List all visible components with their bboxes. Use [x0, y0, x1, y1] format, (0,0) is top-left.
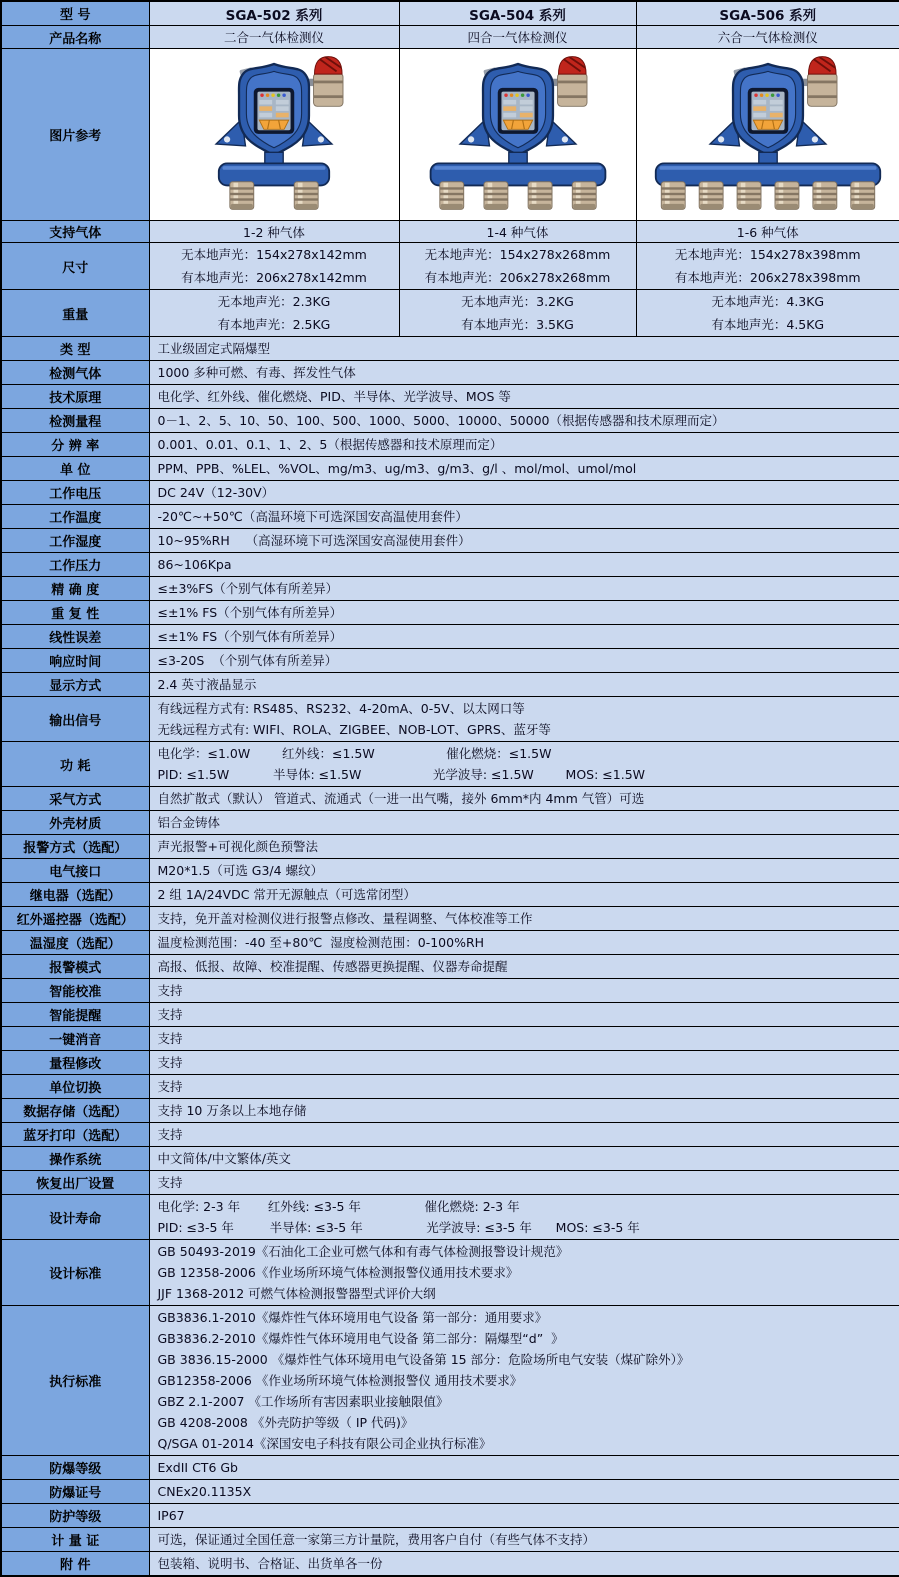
spec-value-cell [149, 1051, 899, 1075]
row-label: 工作压力 [1, 553, 149, 577]
dimensions-cell [399, 243, 636, 290]
table-row [1, 1099, 899, 1123]
spec-value-line: 支持 [150, 1172, 899, 1193]
weight-cell [636, 290, 899, 337]
spec-value-cell [149, 979, 899, 1003]
sensor-head-icon [572, 182, 596, 210]
supported-gas-count: 1-2 种气体 [149, 221, 399, 243]
table-row [1, 1003, 899, 1027]
row-label: 智能提醒 [1, 1003, 149, 1027]
spec-value-line: 86~106Kpa [150, 554, 899, 575]
table-row [1, 361, 899, 385]
row-label: 输出信号 [1, 697, 149, 742]
row-label: 采气方式 [1, 787, 149, 811]
spec-value-line: PID: ≤1.5W 半导体: ≤1.5W 光学波导: ≤1.5W MOS: ≤1.5W [150, 764, 899, 785]
spec-value-cell [149, 481, 899, 505]
row-product-name [1, 26, 899, 49]
dimension-value: 有本地声光：206x278x268mm [400, 266, 636, 289]
spec-value-cell [149, 505, 899, 529]
spec-value-line: 支持 [150, 1124, 899, 1145]
product-image-SGA-504 [403, 53, 633, 213]
row-label-weight: 重量 [1, 290, 149, 337]
spec-value-line: 电化学：≤1.0W 红外线：≤1.5W 催化燃烧：≤1.5W [150, 743, 899, 764]
row-label: 执行标准 [1, 1306, 149, 1456]
spec-value-line: 电化学、红外线、催化燃烧、PID、半导体、光学波导、MOS 等 [150, 386, 899, 407]
dimension-value: 无本地声光：154x278x398mm [637, 243, 899, 266]
row-label: 防护等级 [1, 1504, 149, 1528]
weight-value: 无本地声光：2.3KG [150, 290, 399, 313]
sensor-head-icon [528, 182, 552, 210]
spec-value-cell [149, 553, 899, 577]
spec-value-cell [149, 625, 899, 649]
row-label: 设计标准 [1, 1240, 149, 1306]
table-row [1, 1123, 899, 1147]
row-label: 显示方式 [1, 673, 149, 697]
spec-value-line: GBZ 2.1-2007 《工作场所有害因素职业接触限值》 [150, 1391, 899, 1412]
spec-value-line: GB3836.2-2010《爆炸性气体环境用电气设备 第二部分：隔爆型“d” 》 [150, 1328, 899, 1349]
spec-value-cell [149, 1528, 899, 1552]
table-row [1, 577, 899, 601]
spec-value-line: JJF 1368-2012 可燃气体检测报警器型式评价大纲 [150, 1283, 899, 1304]
table-row [1, 385, 899, 409]
spec-value-line: 1000 多种可燃、有毒、挥发性气体 [150, 362, 899, 383]
table-row [1, 697, 899, 742]
model-name: SGA-506 系列 [636, 1, 899, 26]
weight-cell [149, 290, 399, 337]
table-row [1, 625, 899, 649]
table-row [1, 433, 899, 457]
sensor-head-icon [661, 182, 685, 210]
spec-value-cell [149, 1480, 899, 1504]
table-row [1, 883, 899, 907]
spec-value-cell [149, 361, 899, 385]
spec-value-line: M20*1.5（可选 G3/4 螺纹） [150, 860, 899, 881]
row-label: 量程修改 [1, 1051, 149, 1075]
spec-value-line: GB 12358-2006《作业场所环境气体检测报警仪通用技术要求》 [150, 1262, 899, 1283]
spec-value-line: 支持 [150, 1076, 899, 1097]
row-label: 电气接口 [1, 859, 149, 883]
spec-value-line: 2.4 英寸液晶显示 [150, 674, 899, 695]
dimension-value: 无本地声光：154x278x268mm [400, 243, 636, 266]
spec-value-line: ≤±1% FS（个别气体有所差异） [150, 626, 899, 647]
sensor-head-icon [775, 182, 799, 210]
spec-value-cell [149, 1003, 899, 1027]
spec-value-cell [149, 907, 899, 931]
row-dimensions [1, 243, 899, 290]
table-row [1, 553, 899, 577]
model-name: SGA-502 系列 [149, 1, 399, 26]
table-row [1, 337, 899, 361]
lcd-screen-icon [748, 88, 788, 134]
spec-value-line: 0.001、0.01、0.1、1、2、5（根据传感器和技术原理而定） [150, 434, 899, 455]
row-label: 温湿度（选配） [1, 931, 149, 955]
row-label-dimensions: 尺寸 [1, 243, 149, 290]
spec-value-line: 2 组 1A/24VDC 常开无源触点（可选常闭型） [150, 884, 899, 905]
row-label-model: 型 号 [1, 1, 149, 26]
spec-value-cell [149, 649, 899, 673]
supported-gas-count: 1-4 种气体 [399, 221, 636, 243]
spec-value-line: CNEx20.1135X [150, 1481, 899, 1502]
spec-value-cell [149, 1504, 899, 1528]
row-label: 检测气体 [1, 361, 149, 385]
product-image-cell [399, 49, 636, 221]
spec-value-line: PPM、PPB、%LEL、%VOL、mg/m3、ug/m3、g/m3、g/l 、mol/mol、umol/mol [150, 458, 899, 479]
spec-value-cell [149, 385, 899, 409]
table-row [1, 1504, 899, 1528]
table-row [1, 931, 899, 955]
spec-value-line: 支持 [150, 1004, 899, 1025]
spec-value-cell [149, 1123, 899, 1147]
model-name: SGA-504 系列 [399, 1, 636, 26]
table-row [1, 742, 899, 787]
spec-value-cell [149, 1027, 899, 1051]
table-row [1, 787, 899, 811]
product-name: 四合一气体检测仪 [399, 26, 636, 49]
spec-value-line: 支持 [150, 980, 899, 1001]
row-label: 恢复出厂设置 [1, 1171, 149, 1195]
row-label: 蓝牙打印（选配） [1, 1123, 149, 1147]
spec-value-cell [149, 577, 899, 601]
table-row [1, 1171, 899, 1195]
weight-value: 无本地声光：3.2KG [400, 290, 636, 313]
sensor-head-icon [737, 182, 761, 210]
table-row [1, 409, 899, 433]
table-row [1, 1456, 899, 1480]
spec-value-cell [149, 955, 899, 979]
row-label: 红外遥控器（选配） [1, 907, 149, 931]
row-label: 技术原理 [1, 385, 149, 409]
spec-value-line: ≤±1% FS（个别气体有所差异） [150, 602, 899, 623]
spec-value-line: IP67 [150, 1505, 899, 1526]
sensor-head-icon [294, 182, 318, 210]
row-label: 线性误差 [1, 625, 149, 649]
spec-value-cell [149, 1099, 899, 1123]
row-label: 报警方式（选配） [1, 835, 149, 859]
table-row [1, 673, 899, 697]
spec-value-line: 温度检测范围：-40 至+80℃ 湿度检测范围：0-100%RH [150, 932, 899, 953]
spec-value-cell [149, 835, 899, 859]
row-label-supported-gases: 支持气体 [1, 221, 149, 243]
weight-cell [399, 290, 636, 337]
row-label: 检测量程 [1, 409, 149, 433]
spec-value-cell [149, 1147, 899, 1171]
weight-value: 有本地声光：3.5KG [400, 313, 636, 336]
sensor-head-icon [483, 182, 507, 210]
spec-value-line: 10~95%RH （高湿环境下可选深国安高湿使用套件） [150, 530, 899, 551]
spec-value-line: 支持 [150, 1052, 899, 1073]
spec-value-line: 工业级固定式隔爆型 [150, 338, 899, 359]
spec-value-cell [149, 811, 899, 835]
weight-value: 无本地声光：4.3KG [637, 290, 899, 313]
row-label: 报警模式 [1, 955, 149, 979]
row-label-product-name: 产品名称 [1, 26, 149, 49]
spec-value-cell [149, 337, 899, 361]
spec-table-body [1, 1, 899, 1576]
row-label: 一键消音 [1, 1027, 149, 1051]
lcd-screen-icon [497, 88, 537, 134]
product-image-SGA-502 [159, 53, 389, 213]
product-image-cell [149, 49, 399, 221]
spec-value-line: 支持 [150, 1028, 899, 1049]
spec-value-line: GB 50493-2019《石油化工企业可燃气体和有毒气体检测报警设计规范》 [150, 1241, 899, 1262]
table-row [1, 1051, 899, 1075]
table-row [1, 979, 899, 1003]
row-label: 操作系统 [1, 1147, 149, 1171]
spec-value-line: GB12358-2006 《作业场所环境气体检测报警仪 通用技术要求》 [150, 1370, 899, 1391]
spec-value-line: -20℃~+50℃（高温环境下可选深国安高温使用套件） [150, 506, 899, 527]
spec-value-line: 高报、低报、故障、校准提醒、传感器更换提醒、仪器寿命提醒 [150, 956, 899, 977]
row-label: 单 位 [1, 457, 149, 481]
row-label: 工作温度 [1, 505, 149, 529]
row-image-reference [1, 49, 899, 221]
spec-value-line: 铝合金铸体 [150, 812, 899, 833]
spec-value-cell [149, 1552, 899, 1577]
spec-value-cell [149, 787, 899, 811]
table-row [1, 835, 899, 859]
spec-value-cell [149, 1240, 899, 1306]
row-label-image-reference: 图片参考 [1, 49, 149, 221]
table-row [1, 1480, 899, 1504]
weight-value: 有本地声光：2.5KG [150, 313, 399, 336]
dimensions-cell [636, 243, 899, 290]
spec-value-line: 电化学: 2-3 年 红外线: ≤3-5 年 催化燃烧: 2-3 年 [150, 1196, 899, 1217]
sensor-head-icon [699, 182, 723, 210]
spec-value-line: 支持 10 万条以上本地存储 [150, 1100, 899, 1121]
spec-value-line: PID: ≤3-5 年 半导体: ≤3-5 年 光学波导: ≤3-5 年 MOS: ≤3-5 年 [150, 1217, 899, 1238]
dimension-value: 有本地声光：206x278x398mm [637, 266, 899, 289]
spec-value-line: 声光报警+可视化颜色预警法 [150, 836, 899, 857]
product-image-SGA-506 [653, 53, 883, 213]
spec-value-line: 可选，保证通过全国任意一家第三方计量院，费用客户自付（有些气体不支持） [150, 1529, 899, 1550]
spec-value-cell [149, 883, 899, 907]
table-row [1, 505, 899, 529]
sensor-head-icon [813, 182, 837, 210]
product-name: 六合一气体检测仪 [636, 26, 899, 49]
spec-value-line: ≤3-20S （个别气体有所差异） [150, 650, 899, 671]
table-row [1, 481, 899, 505]
lcd-screen-icon [254, 88, 294, 134]
row-label: 重 复 性 [1, 601, 149, 625]
sensor-head-icon [851, 182, 875, 210]
spec-value-line: Q/SGA 01-2014《深国安电子科技有限公司企业执行标准》 [150, 1433, 899, 1454]
row-label: 单位切换 [1, 1075, 149, 1099]
row-label: 智能校准 [1, 979, 149, 1003]
product-image-cell [636, 49, 899, 221]
row-label: 防爆证号 [1, 1480, 149, 1504]
table-row [1, 1240, 899, 1306]
spec-value-cell [149, 433, 899, 457]
dimension-value: 有本地声光：206x278x142mm [150, 266, 399, 289]
row-label: 分 辨 率 [1, 433, 149, 457]
table-row [1, 1552, 899, 1577]
spec-value-cell [149, 1306, 899, 1456]
spec-value-line: ≤±3%FS（个别气体有所差异） [150, 578, 899, 599]
spec-value-cell [149, 697, 899, 742]
spec-value-cell [149, 1171, 899, 1195]
spec-value-line: 支持，免开盖对检测仪进行报警点修改、量程调整、气体校准等工作 [150, 908, 899, 929]
sensor-head-icon [230, 182, 254, 210]
table-row [1, 457, 899, 481]
row-label: 类 型 [1, 337, 149, 361]
dimension-value: 无本地声光：154x278x142mm [150, 243, 399, 266]
table-row [1, 811, 899, 835]
spec-value-line: GB 3836.15-2000 《爆炸性气体环境用电气设备第 15 部分：危险场所电气安装（煤矿除外）》 [150, 1349, 899, 1370]
row-label: 计 量 证 [1, 1528, 149, 1552]
table-row [1, 955, 899, 979]
spec-value-line: GB3836.1-2010《爆炸性气体环境用电气设备 第一部分：通用要求》 [150, 1307, 899, 1328]
spec-value-line: ExdII CT6 Gb [150, 1457, 899, 1478]
table-row [1, 529, 899, 553]
spec-value-cell [149, 931, 899, 955]
spec-value-cell [149, 1456, 899, 1480]
row-label: 精 确 度 [1, 577, 149, 601]
spec-value-line: 无线远程方式有: WIFI、ROLA、ZIGBEE、NOB-LOT、GPRS、蓝牙等 [150, 719, 899, 740]
table-row [1, 1306, 899, 1456]
row-label: 外壳材质 [1, 811, 149, 835]
table-row [1, 1027, 899, 1051]
spec-value-cell [149, 673, 899, 697]
spec-value-cell [149, 1195, 899, 1240]
spec-value-line: 0－1、2、5、10、50、100、500、1000、5000、10000、50000（根据传感器和技术原理而定） [150, 410, 899, 431]
spec-value-line: GB 4208-2008 《外壳防护等级（ IP 代码)》 [150, 1412, 899, 1433]
dimensions-cell [149, 243, 399, 290]
row-label: 防爆等级 [1, 1456, 149, 1480]
row-weight [1, 290, 899, 337]
spec-value-cell [149, 529, 899, 553]
weight-value: 有本地声光：4.5KG [637, 313, 899, 336]
row-label: 附 件 [1, 1552, 149, 1577]
row-supported-gases [1, 221, 899, 243]
spec-value-cell [149, 1075, 899, 1099]
table-row [1, 1147, 899, 1171]
product-name: 二合一气体检测仪 [149, 26, 399, 49]
table-row [1, 1195, 899, 1240]
row-label: 工作湿度 [1, 529, 149, 553]
sensor-head-icon [439, 182, 463, 210]
row-label: 继电器（选配） [1, 883, 149, 907]
spec-value-cell [149, 409, 899, 433]
supported-gas-count: 1-6 种气体 [636, 221, 899, 243]
table-row [1, 907, 899, 931]
table-row [1, 1528, 899, 1552]
spec-value-cell [149, 601, 899, 625]
spec-value-line: 自然扩散式（默认） 管道式、流通式（一进一出气嘴，接外 6mm*内 4mm 气管）可选 [150, 788, 899, 809]
row-model [1, 1, 899, 26]
table-row [1, 601, 899, 625]
spec-value-line: 有线远程方式有: RS485、RS232、4-20mA、0-5V、以太网口等 [150, 698, 899, 719]
row-label: 响应时间 [1, 649, 149, 673]
row-label: 数据存储（选配） [1, 1099, 149, 1123]
table-row [1, 1075, 899, 1099]
row-label: 功 耗 [1, 742, 149, 787]
table-row [1, 649, 899, 673]
row-label: 工作电压 [1, 481, 149, 505]
spec-value-line: DC 24V（12-30V） [150, 482, 899, 503]
spec-value-cell [149, 742, 899, 787]
spec-value-line: 包装箱、说明书、合格证、出货单各一份 [150, 1553, 899, 1574]
table-row [1, 859, 899, 883]
spec-value-cell [149, 457, 899, 481]
spec-value-cell [149, 859, 899, 883]
spec-value-line: 中文简体/中文繁体/英文 [150, 1148, 899, 1169]
row-label: 设计寿命 [1, 1195, 149, 1240]
